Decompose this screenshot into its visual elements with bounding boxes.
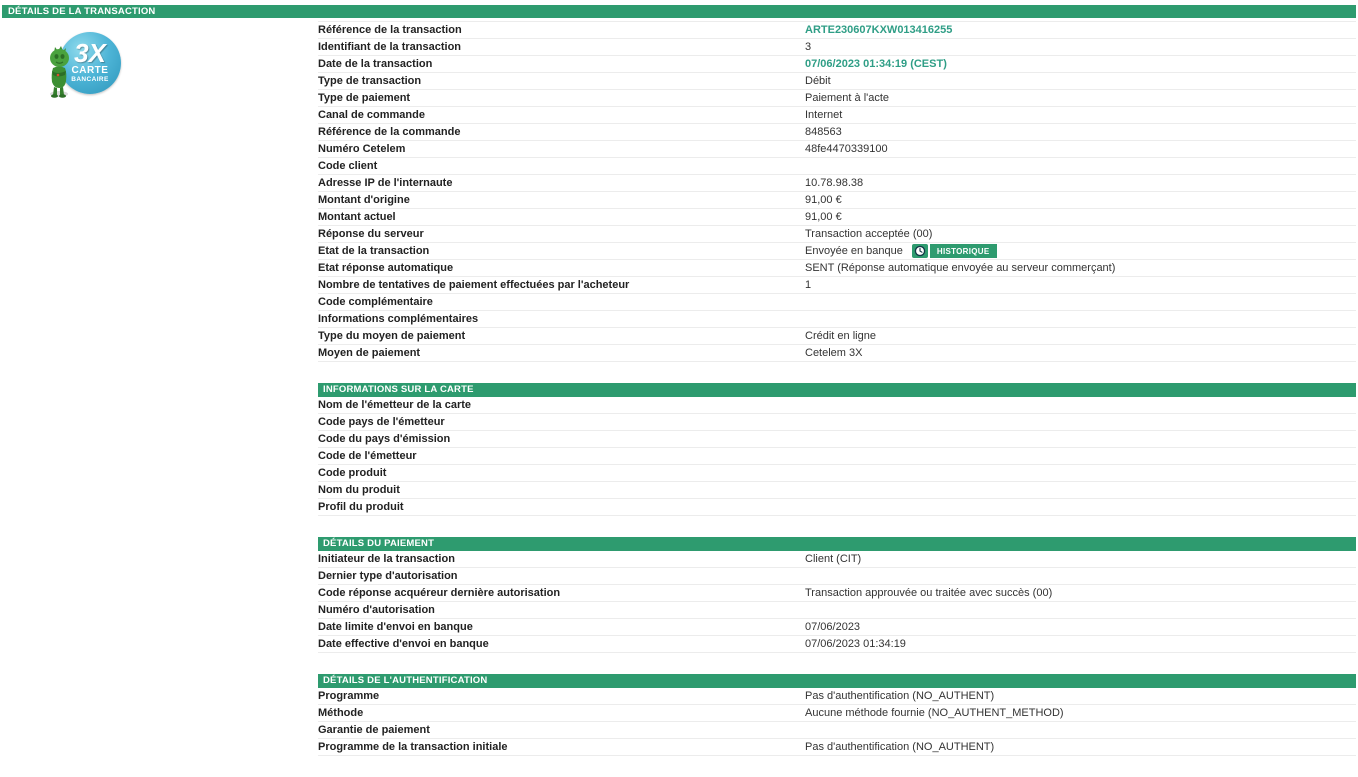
row-label: Type du moyen de paiement [318,330,466,342]
row-value-text: 91,00 € [805,194,842,206]
row-label: Programme de la transaction initiale [318,741,508,753]
detail-row [318,739,1356,756]
detail-row [318,158,1356,175]
row-value-text: Crédit en ligne [805,330,876,342]
row-value-text: 3 [805,41,812,53]
historique-button-label: HISTORIQUE [930,244,997,258]
row-label: Programme [318,690,380,702]
row-value [805,262,1115,274]
row-value [805,211,842,223]
row-value-text: SENT (Réponse automatique envoyée au serveur commerçant) [805,262,1116,274]
row-label: Code complémentaire [318,296,433,308]
row-label: Méthode [318,707,364,719]
detail-row [318,465,1356,482]
section-rows [318,397,1356,516]
row-label: Type de paiement [318,92,411,104]
row-value-text: Transaction acceptée (00) [805,228,933,240]
row-value-text: Internet [805,109,843,121]
row-value-text: 07/06/2023 01:34:19 (CEST) [805,58,947,70]
row-value [805,228,932,240]
detail-row [318,345,1356,362]
detail-row [318,124,1356,141]
detail-row [318,585,1356,602]
detail-row [318,209,1356,226]
row-label: Montant actuel [318,211,396,223]
row-label: Référence de la commande [318,126,461,138]
row-value-text: Cetelem 3X [805,347,863,359]
row-label: Initiateur de la transaction [318,553,455,565]
detail-row [318,414,1356,431]
row-label: Nombre de tentatives de paiement effectuées par l'acheteur [318,279,630,291]
detail-row [318,175,1356,192]
row-value [805,75,831,87]
row-label: Numéro Cetelem [318,143,406,155]
section-header: DÉTAILS DE L'AUTHENTIFICATION [318,674,1356,688]
row-label: Date effective d'envoi en banque [318,638,489,650]
detail-row [318,260,1356,277]
row-label: Adresse IP de l'internaute [318,177,453,189]
logo-3x-text: 3X [74,38,106,68]
row-value-text: Client (CIT) [805,553,862,565]
row-label: Type de transaction [318,75,422,87]
row-value [805,143,888,155]
section-header: DÉTAILS DU PAIEMENT [318,537,1356,551]
row-value-text: Envoyée en banque [805,245,903,257]
section-rows [318,551,1356,653]
row-value [805,109,842,121]
row-label: Etat de la transaction [318,245,430,257]
detail-row [318,499,1356,516]
row-value-text: 91,00 € [805,211,842,223]
row-value [805,41,811,53]
cetelem-3x-logo [45,32,137,100]
mascot-icon [45,44,77,100]
detail-row [318,636,1356,653]
row-value [805,194,842,206]
row-value-text: Pas d'authentification (NO_AUTHENT) [805,690,995,702]
detail-row [318,226,1356,243]
detail-row [318,688,1356,705]
row-value-text: ARTE230607KXW013416255 [805,24,953,36]
row-label: Nom du produit [318,484,400,496]
detail-row [318,448,1356,465]
row-value [805,58,947,70]
row-label: Réponse du serveur [318,228,424,240]
row-value-text: Aucune méthode fournie (NO_AUTHENT_METHOD) [805,707,1064,719]
row-label: Dernier type d'autorisation [318,570,458,582]
row-label: Etat réponse automatique [318,262,454,274]
detail-row [318,22,1356,39]
row-label: Code réponse acquéreur dernière autorisation [318,587,561,599]
row-value-text: 07/06/2023 [805,621,861,633]
row-label: Code du pays d'émission [318,433,451,445]
row-value [805,126,842,138]
detail-row [318,56,1356,73]
row-value [805,92,889,104]
detail-row [318,722,1356,739]
detail-row [318,39,1356,56]
detail-row [318,311,1356,328]
section-rows [318,21,1356,362]
row-value [805,244,997,258]
row-value [805,707,1064,719]
row-value [805,177,863,189]
row-label: Code de l'émetteur [318,450,417,462]
transaction-details-content [318,21,1356,756]
logo-bancaire-text: BANCAIRE [71,76,109,83]
detail-row [318,482,1356,499]
row-value [805,690,994,702]
logo-carte-text: CARTE [71,65,109,76]
row-label: Numéro d'autorisation [318,604,435,616]
row-label: Code pays de l'émetteur [318,416,445,428]
row-value-text: 10.78.98.38 [805,177,864,189]
row-value [805,553,861,565]
row-value [805,279,811,291]
row-value-text: Transaction approuvée ou traitée avec succès (00) [805,587,1053,599]
row-value-text: Pas d'authentification (NO_AUTHENT) [805,741,995,753]
detail-row [318,602,1356,619]
detail-row [318,551,1356,568]
detail-row [318,568,1356,585]
row-label: Canal de commande [318,109,425,121]
row-label: Date limite d'envoi en banque [318,621,473,633]
row-label: Nom de l'émetteur de la carte [318,399,472,411]
detail-row [318,90,1356,107]
row-value [805,741,994,753]
row-label: Moyen de paiement [318,347,421,359]
row-value [805,621,860,633]
detail-row [318,73,1356,90]
detail-row [318,431,1356,448]
row-value-text: 1 [805,279,812,291]
row-value-text: 07/06/2023 01:34:19 [805,638,906,650]
row-value [805,638,906,650]
detail-row [318,192,1356,209]
row-value [805,587,1052,599]
row-label: Code client [318,160,378,172]
detail-row [318,294,1356,311]
detail-row [318,107,1356,124]
row-label: Montant d'origine [318,194,410,206]
detail-row [318,397,1356,414]
detail-row [318,277,1356,294]
row-value [805,347,862,359]
row-value-text: Débit [805,75,831,87]
row-value-text: Paiement à l'acte [805,92,890,104]
row-value-text: 48fe4470339100 [805,143,888,155]
history-clock-icon [912,244,928,258]
detail-row [318,243,1356,260]
detail-row [318,705,1356,722]
section-rows [318,688,1356,756]
historique-button[interactable] [912,244,997,258]
row-value-text: 848563 [805,126,842,138]
row-label: Référence de la transaction [318,24,462,36]
detail-row [318,141,1356,158]
row-value [805,330,876,342]
row-label: Garantie de paiement [318,724,430,736]
page-title: DÉTAILS DE LA TRANSACTION [2,5,1356,18]
section-header: INFORMATIONS SUR LA CARTE [318,383,1356,397]
row-value [805,24,952,36]
row-label: Informations complémentaires [318,313,479,325]
row-label: Code produit [318,467,387,479]
detail-row [318,619,1356,636]
detail-row [318,328,1356,345]
row-label: Date de la transaction [318,58,433,70]
row-label: Identifiant de la transaction [318,41,462,53]
row-label: Profil du produit [318,501,404,513]
